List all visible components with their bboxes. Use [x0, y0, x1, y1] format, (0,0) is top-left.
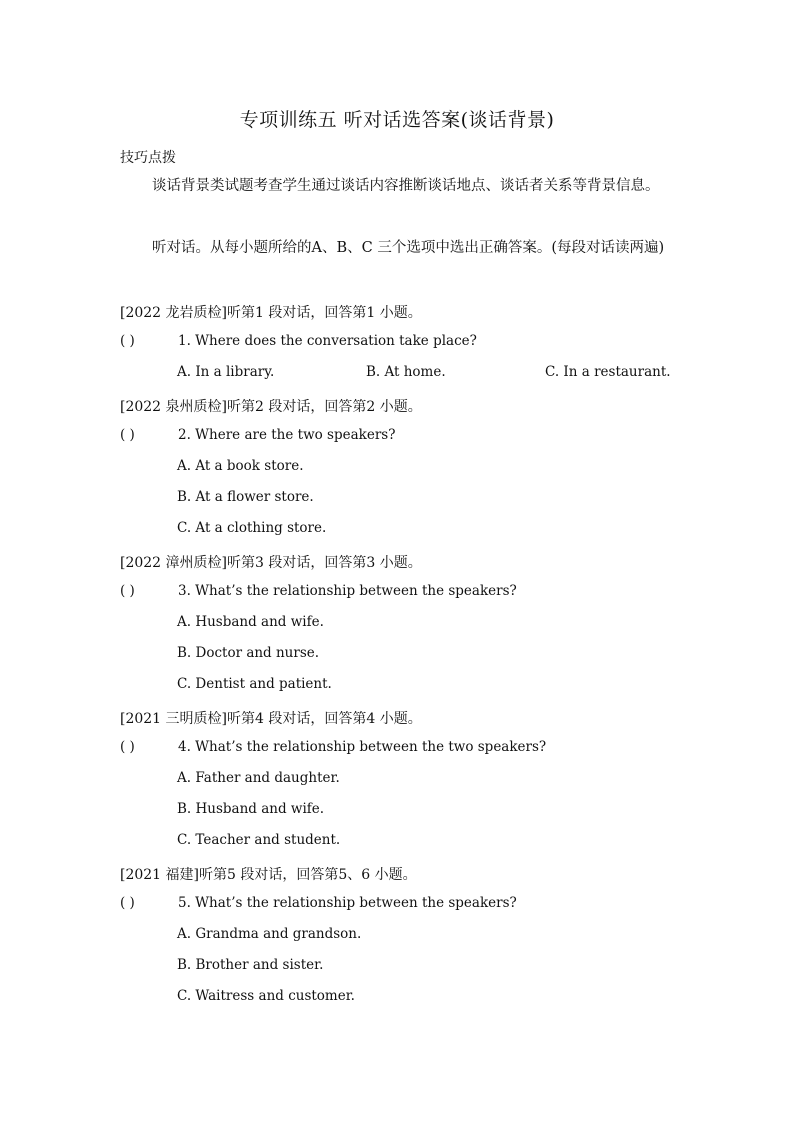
intro-text: 谈话背景类试题考查学生通过谈话内容推断谈话地点、谈话者关系等背景信息。	[152, 178, 660, 194]
option-b: B. Brother and sister.	[177, 957, 324, 973]
answer-blank[interactable]: ( )	[120, 739, 135, 755]
option-b: B. Husband and wife.	[177, 801, 325, 817]
option-c: C. Dentist and patient.	[177, 676, 332, 692]
answer-blank[interactable]: ( )	[120, 333, 135, 349]
group-header: [2021 三明质检]听第4 段对话，回答第4 小题。	[120, 711, 422, 727]
option-a: A. In a library.	[177, 364, 275, 380]
option-a: A. At a book store.	[177, 458, 304, 474]
question-text: 4. What’s the relationship between the two speakers?	[178, 739, 547, 755]
question-text: 5. What’s the relationship between the speakers?	[178, 895, 517, 911]
question-text: 2. Where are the two speakers?	[178, 427, 396, 443]
option-b: B. Doctor and nurse.	[177, 645, 320, 661]
question	[120, 583, 517, 599]
question-text: 1. Where does the conversation take place?	[178, 333, 477, 349]
question-text: 3. What’s the relationship between the speakers?	[178, 583, 517, 599]
option-a: A. Father and daughter.	[177, 770, 340, 786]
group-header: [2021 福建]听第5 段对话，回答第5、6 小题。	[120, 867, 417, 883]
option-b: B. At home.	[366, 364, 446, 380]
question	[120, 895, 517, 911]
question	[120, 333, 477, 349]
option-c: C. In a restaurant.	[545, 364, 671, 380]
group-header: [2022 漳州质检]听第3 段对话，回答第3 小题。	[120, 555, 422, 571]
option-c: C. At a clothing store.	[177, 520, 327, 536]
section-heading: 技巧点拨	[120, 150, 176, 166]
instruction-paragraph	[120, 233, 680, 264]
question	[120, 427, 395, 443]
answer-blank[interactable]: ( )	[120, 583, 135, 599]
option-c: C. Waitress and customer.	[177, 988, 355, 1004]
option-b: B. At a flower store.	[177, 489, 314, 505]
group-header: [2022 龙岩质检]听第1 段对话，回答第1 小题。	[120, 305, 422, 321]
answer-blank[interactable]: ( )	[120, 427, 135, 443]
option-a: A. Husband and wife.	[177, 614, 324, 630]
intro-paragraph	[120, 171, 680, 202]
option-a: A. Grandma and grandson.	[177, 926, 362, 942]
question	[120, 739, 546, 755]
page-title: 专项训练五 听对话选答案(谈话背景)	[239, 109, 555, 131]
answer-blank[interactable]: ( )	[120, 895, 135, 911]
option-c: C. Teacher and student.	[177, 832, 341, 848]
instruction-text: 听对话。从每小题所给的A、B、C 三个选项中选出正确答案。(每段对话读两遍)	[152, 240, 665, 256]
group-header: [2022 泉州质检]听第2 段对话，回答第2 小题。	[120, 399, 422, 415]
